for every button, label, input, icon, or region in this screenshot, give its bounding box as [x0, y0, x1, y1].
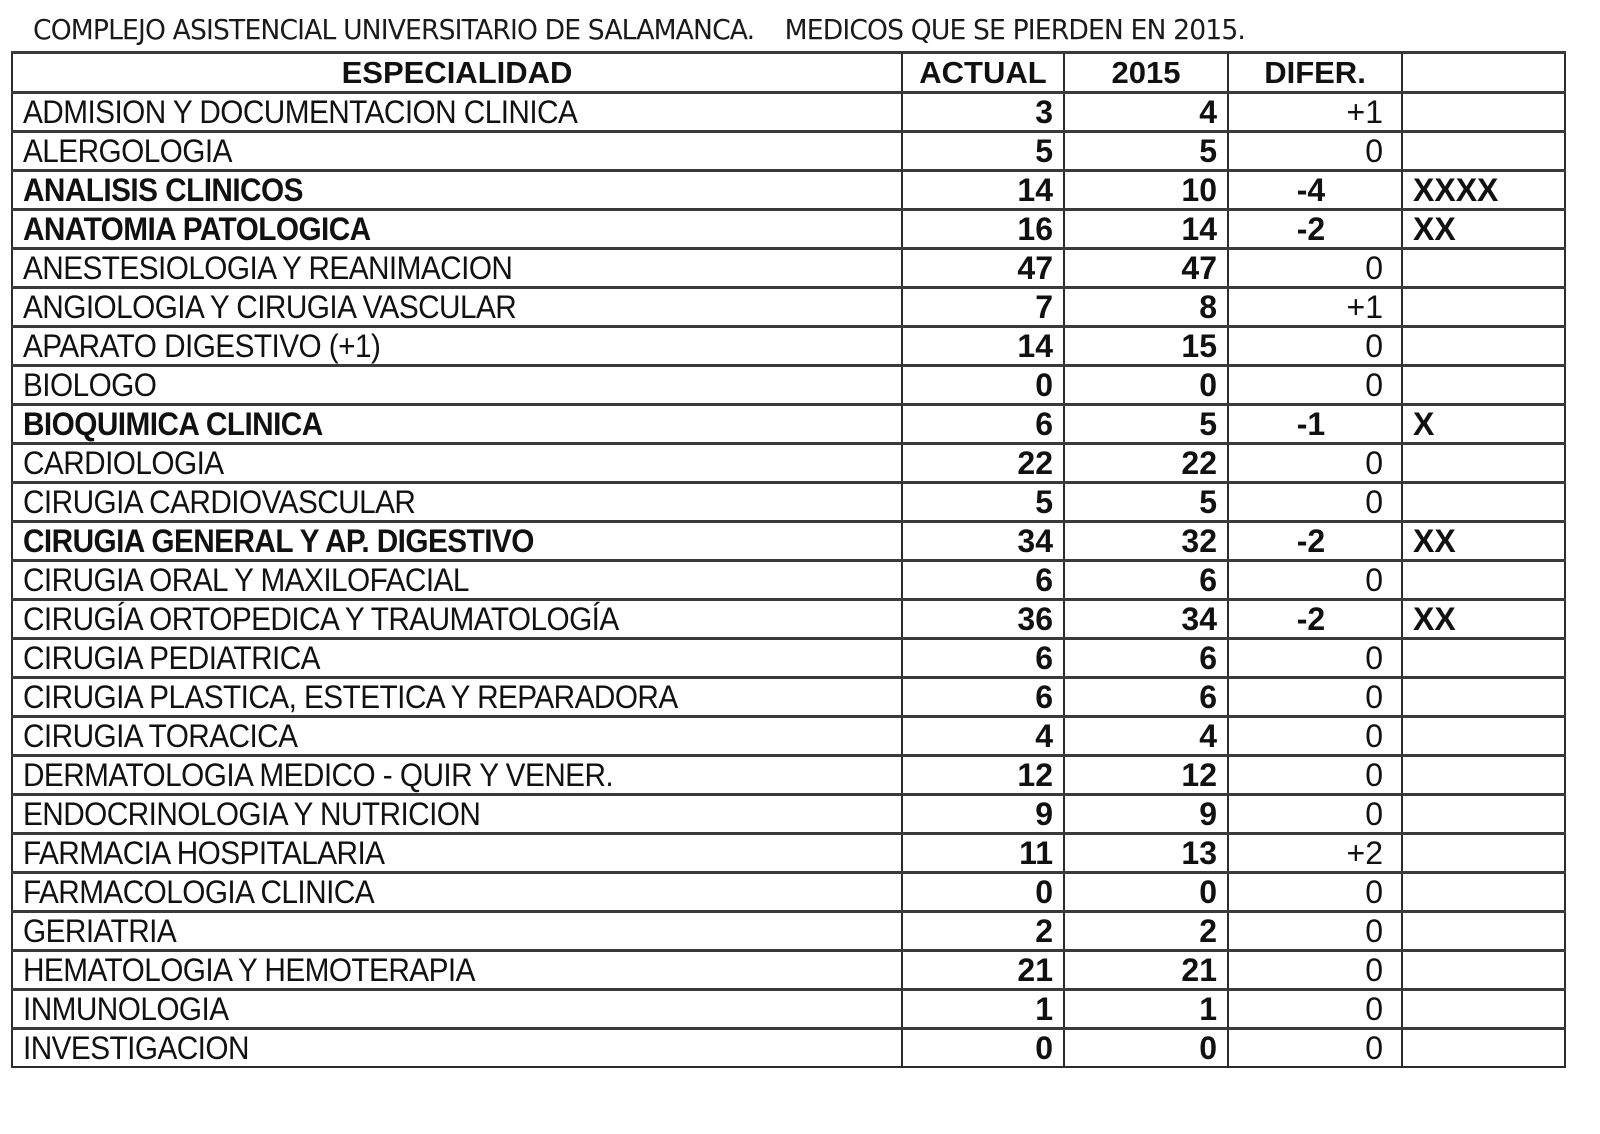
cell-mark: XXXX: [1402, 171, 1565, 210]
specialty-table: [11, 51, 1566, 1068]
cell-mark: [1402, 1029, 1565, 1068]
cell-especialidad: [12, 327, 902, 366]
cell-especialidad: [12, 93, 902, 132]
table-row: [12, 366, 1565, 405]
table-row: [12, 522, 1565, 561]
cell-actual: 9: [902, 795, 1064, 834]
cell-difer: -2: [1228, 522, 1402, 561]
specialty-name: CIRUGIA CARDIOVASCULAR: [23, 484, 416, 520]
cell-actual: 11: [902, 834, 1064, 873]
cell-difer: -1: [1228, 405, 1402, 444]
cell-mark: [1402, 444, 1565, 483]
cell-especialidad: [12, 483, 902, 522]
cell-difer: 0: [1228, 717, 1402, 756]
specialty-name: ADMISION Y DOCUMENTACION CLINICA: [23, 94, 578, 130]
cell-especialidad: [12, 600, 902, 639]
cell-difer: -2: [1228, 210, 1402, 249]
specialty-name: GERIATRIA: [23, 913, 177, 949]
cell-especialidad: [12, 951, 902, 990]
table-row: [12, 873, 1565, 912]
cell-difer: 0: [1228, 483, 1402, 522]
cell-actual: 6: [902, 405, 1064, 444]
cell-actual: 22: [902, 444, 1064, 483]
cell-mark: [1402, 483, 1565, 522]
cell-especialidad: [12, 912, 902, 951]
specialty-name: ANATOMIA PATOLOGICA: [23, 211, 371, 247]
cell-difer: +2: [1228, 834, 1402, 873]
cell-mark: [1402, 756, 1565, 795]
cell-2015: 5: [1064, 405, 1228, 444]
cell-mark: [1402, 132, 1565, 171]
table-row: [12, 288, 1565, 327]
cell-especialidad: [12, 561, 902, 600]
cell-especialidad: [12, 522, 902, 561]
specialty-name: DERMATOLOGIA MEDICO - QUIR Y VENER.: [23, 757, 614, 793]
cell-especialidad: [12, 405, 902, 444]
cell-difer: 0: [1228, 912, 1402, 951]
cell-actual: 5: [902, 483, 1064, 522]
cell-difer: -2: [1228, 600, 1402, 639]
cell-especialidad: [12, 756, 902, 795]
table-row: [12, 483, 1565, 522]
table-row: [12, 210, 1565, 249]
specialty-name: CIRUGÍA ORTOPEDICA Y TRAUMATOLOGÍA: [23, 601, 619, 637]
cell-difer: 0: [1228, 756, 1402, 795]
cell-actual: 12: [902, 756, 1064, 795]
cell-difer: 0: [1228, 990, 1402, 1029]
cell-mark: [1402, 912, 1565, 951]
table-body: [12, 93, 1565, 1068]
cell-especialidad: [12, 210, 902, 249]
cell-actual: 5: [902, 132, 1064, 171]
specialty-name: HEMATOLOGIA Y HEMOTERAPIA: [23, 952, 475, 988]
cell-difer: 0: [1228, 873, 1402, 912]
cell-actual: 3: [902, 93, 1064, 132]
specialty-name: CIRUGIA PEDIATRICA: [23, 640, 320, 676]
specialty-name: BIOLOGO: [23, 367, 157, 403]
table-row: [12, 951, 1565, 990]
specialty-name: BIOQUIMICA CLINICA: [23, 406, 323, 442]
specialty-name: CIRUGIA GENERAL Y AP. DIGESTIVO: [23, 523, 534, 559]
cell-especialidad: [12, 873, 902, 912]
cell-2015: 10: [1064, 171, 1228, 210]
cell-actual: 6: [902, 561, 1064, 600]
table-row: [12, 405, 1565, 444]
cell-actual: 2: [902, 912, 1064, 951]
cell-difer: 0: [1228, 795, 1402, 834]
cell-actual: 7: [902, 288, 1064, 327]
cell-difer: 0: [1228, 678, 1402, 717]
specialty-name: APARATO DIGESTIVO (+1): [23, 328, 381, 364]
specialty-name: FARMACIA HOSPITALARIA: [23, 835, 385, 871]
cell-difer: 0: [1228, 561, 1402, 600]
specialty-name: INVESTIGACION: [23, 1030, 249, 1066]
table-row: [12, 1029, 1565, 1068]
cell-mark: [1402, 249, 1565, 288]
cell-2015: 34: [1064, 600, 1228, 639]
cell-difer: 0: [1228, 366, 1402, 405]
header-2015: 2015: [1064, 53, 1228, 93]
cell-actual: 0: [902, 873, 1064, 912]
cell-mark: [1402, 795, 1565, 834]
cell-2015: 0: [1064, 366, 1228, 405]
cell-mark: X: [1402, 405, 1565, 444]
table-row: [12, 678, 1565, 717]
cell-2015: 5: [1064, 132, 1228, 171]
cell-2015: 0: [1064, 1029, 1228, 1068]
cell-especialidad: [12, 990, 902, 1029]
document-title: COMPLEJO ASISTENCIAL UNIVERSITARIO DE SALAMANCA. MEDICOS QUE SE PIERDEN EN 2015.: [33, 13, 1246, 46]
table-row: [12, 444, 1565, 483]
cell-difer: 0: [1228, 639, 1402, 678]
cell-2015: 22: [1064, 444, 1228, 483]
table-row: [12, 132, 1565, 171]
cell-2015: 4: [1064, 717, 1228, 756]
cell-difer: +1: [1228, 93, 1402, 132]
specialty-name: ANGIOLOGIA Y CIRUGIA VASCULAR: [23, 289, 517, 325]
cell-actual: 16: [902, 210, 1064, 249]
header-actual: ACTUAL: [902, 53, 1064, 93]
cell-2015: 6: [1064, 561, 1228, 600]
cell-especialidad: [12, 288, 902, 327]
cell-2015: 32: [1064, 522, 1228, 561]
cell-difer: -4: [1228, 171, 1402, 210]
cell-mark: [1402, 717, 1565, 756]
cell-especialidad: [12, 1029, 902, 1068]
table-row: [12, 834, 1565, 873]
specialty-name: ANALISIS CLINICOS: [23, 172, 303, 208]
table-row: [12, 795, 1565, 834]
cell-actual: 4: [902, 717, 1064, 756]
specialty-name: ENDOCRINOLOGIA Y NUTRICION: [23, 796, 481, 832]
cell-actual: 6: [902, 639, 1064, 678]
cell-especialidad: [12, 795, 902, 834]
cell-difer: 0: [1228, 1029, 1402, 1068]
table-row: [12, 249, 1565, 288]
cell-mark: XX: [1402, 210, 1565, 249]
cell-mark: [1402, 678, 1565, 717]
cell-actual: 0: [902, 1029, 1064, 1068]
cell-actual: 0: [902, 366, 1064, 405]
cell-difer: 0: [1228, 951, 1402, 990]
cell-especialidad: [12, 639, 902, 678]
cell-especialidad: [12, 678, 902, 717]
specialty-name: ANESTESIOLOGIA Y REANIMACION: [23, 250, 513, 286]
cell-2015: 15: [1064, 327, 1228, 366]
specialty-name: INMUNOLOGIA: [23, 991, 229, 1027]
table-row: [12, 600, 1565, 639]
specialty-name: CIRUGIA PLASTICA, ESTETICA Y REPARADORA: [23, 679, 678, 715]
cell-2015: 0: [1064, 873, 1228, 912]
cell-2015: 6: [1064, 639, 1228, 678]
cell-2015: 4: [1064, 93, 1228, 132]
cell-actual: 14: [902, 327, 1064, 366]
cell-actual: 34: [902, 522, 1064, 561]
table-row: [12, 639, 1565, 678]
cell-mark: [1402, 951, 1565, 990]
table-row: [12, 912, 1565, 951]
cell-especialidad: [12, 249, 902, 288]
cell-mark: [1402, 93, 1565, 132]
cell-mark: XX: [1402, 600, 1565, 639]
cell-mark: [1402, 327, 1565, 366]
cell-difer: 0: [1228, 444, 1402, 483]
specialty-name: FARMACOLOGIA CLINICA: [23, 874, 375, 910]
cell-mark: [1402, 639, 1565, 678]
specialty-name: CIRUGIA TORACICA: [23, 718, 298, 754]
specialty-name: ALERGOLOGIA: [23, 133, 232, 169]
cell-especialidad: [12, 444, 902, 483]
cell-mark: [1402, 366, 1565, 405]
cell-especialidad: [12, 366, 902, 405]
cell-2015: 13: [1064, 834, 1228, 873]
specialty-name: CIRUGIA ORAL Y MAXILOFACIAL: [23, 562, 469, 598]
cell-2015: 1: [1064, 990, 1228, 1029]
cell-2015: 2: [1064, 912, 1228, 951]
cell-actual: 47: [902, 249, 1064, 288]
cell-difer: 0: [1228, 132, 1402, 171]
table-row: [12, 327, 1565, 366]
cell-actual: 6: [902, 678, 1064, 717]
cell-2015: 9: [1064, 795, 1228, 834]
table-row: [12, 990, 1565, 1029]
table-row: [12, 171, 1565, 210]
cell-2015: 6: [1064, 678, 1228, 717]
cell-mark: XX: [1402, 522, 1565, 561]
cell-especialidad: [12, 132, 902, 171]
cell-mark: [1402, 834, 1565, 873]
cell-mark: [1402, 990, 1565, 1029]
cell-actual: 14: [902, 171, 1064, 210]
cell-mark: [1402, 288, 1565, 327]
cell-2015: 8: [1064, 288, 1228, 327]
table-row: [12, 717, 1565, 756]
cell-2015: 5: [1064, 483, 1228, 522]
header-especialidad: ESPECIALIDAD: [12, 53, 902, 93]
table-row: [12, 93, 1565, 132]
cell-actual: 36: [902, 600, 1064, 639]
header-mark: [1402, 53, 1565, 93]
cell-difer: 0: [1228, 327, 1402, 366]
cell-difer: +1: [1228, 288, 1402, 327]
specialty-name: CARDIOLOGIA: [23, 445, 224, 481]
cell-mark: [1402, 873, 1565, 912]
cell-especialidad: [12, 171, 902, 210]
cell-especialidad: [12, 834, 902, 873]
header-difer: DIFER.: [1228, 53, 1402, 93]
cell-2015: 21: [1064, 951, 1228, 990]
cell-actual: 21: [902, 951, 1064, 990]
cell-2015: 14: [1064, 210, 1228, 249]
table-row: [12, 756, 1565, 795]
header-row: [12, 53, 1565, 93]
cell-especialidad: [12, 717, 902, 756]
cell-2015: 12: [1064, 756, 1228, 795]
table-row: [12, 561, 1565, 600]
cell-actual: 1: [902, 990, 1064, 1029]
cell-2015: 47: [1064, 249, 1228, 288]
cell-mark: [1402, 561, 1565, 600]
cell-difer: 0: [1228, 249, 1402, 288]
